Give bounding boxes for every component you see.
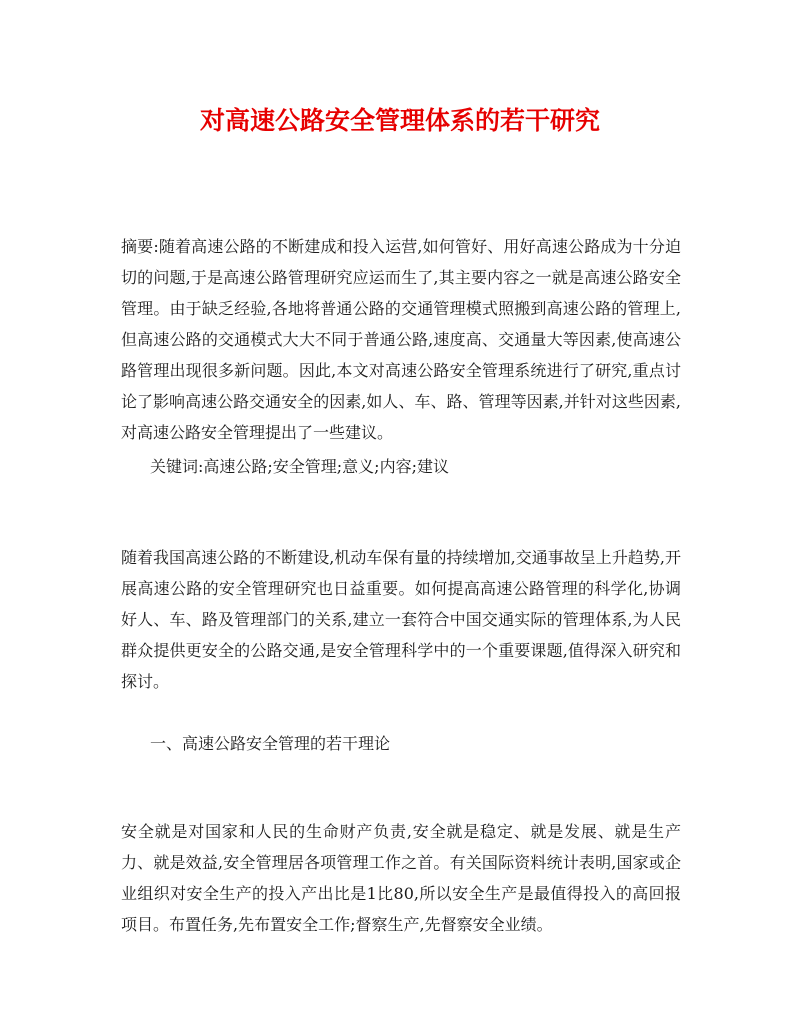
section-body-paragraph: 安全就是对国家和人民的生命财产负责,安全就是稳定、就是发展、就是生产力、就是效益,安全管理居各项管理工作之首。有关国际资料统计表明,国家或企业组织对安全生产的投入产出比是1比80,所以安全生产是最值得投入的高回报项目。布置任务,先布置安全工作;督察生产,先督察安全业绩。 xyxy=(121,822,681,934)
document-title: 对高速公路安全管理体系的若干研究 xyxy=(199,106,600,135)
section-heading: 一、高速公路安全管理的若干理论 xyxy=(150,734,391,753)
keywords-line: 关键词:高速公路;安全管理;意义;内容;建议 xyxy=(150,457,449,476)
abstract-paragraph: 摘要:随着高速公路的不断建成和投入运营,如何管好、用好高速公路成为十分迫切的问题,于是高速公路管理研究应运而生了,其主要内容之一就是高速公路安全管理。由于缺乏经验,各地将普通公路的交通管理模式照搬到高速公路的管理上,但高速公路的交通模式大大不同于普通公路,速度高、交通量大等因素,使高速公路管理出现很多新问题。因此,本文对高速公路安全管理系统进行了研究,重点讨论了影响高速公路交通安全的因素,如人、车、路、管理等因素,并针对这些因素,对高速公路安全管理提出了一些建议。 xyxy=(121,237,681,442)
intro-paragraph: 随着我国高速公路的不断建设,机动车保有量的持续增加,交通事故呈上升趋势,开展高速公路的安全管理研究也日益重要。如何提高高速公路管理的科学化,协调好人、车、路及管理部门的关系,建立一套符合中国交通实际的管理体系,为人民群众提供更安全的公路交通,是安全管理科学中的一个重要课题,值得深入研究和探讨。 xyxy=(121,548,681,691)
